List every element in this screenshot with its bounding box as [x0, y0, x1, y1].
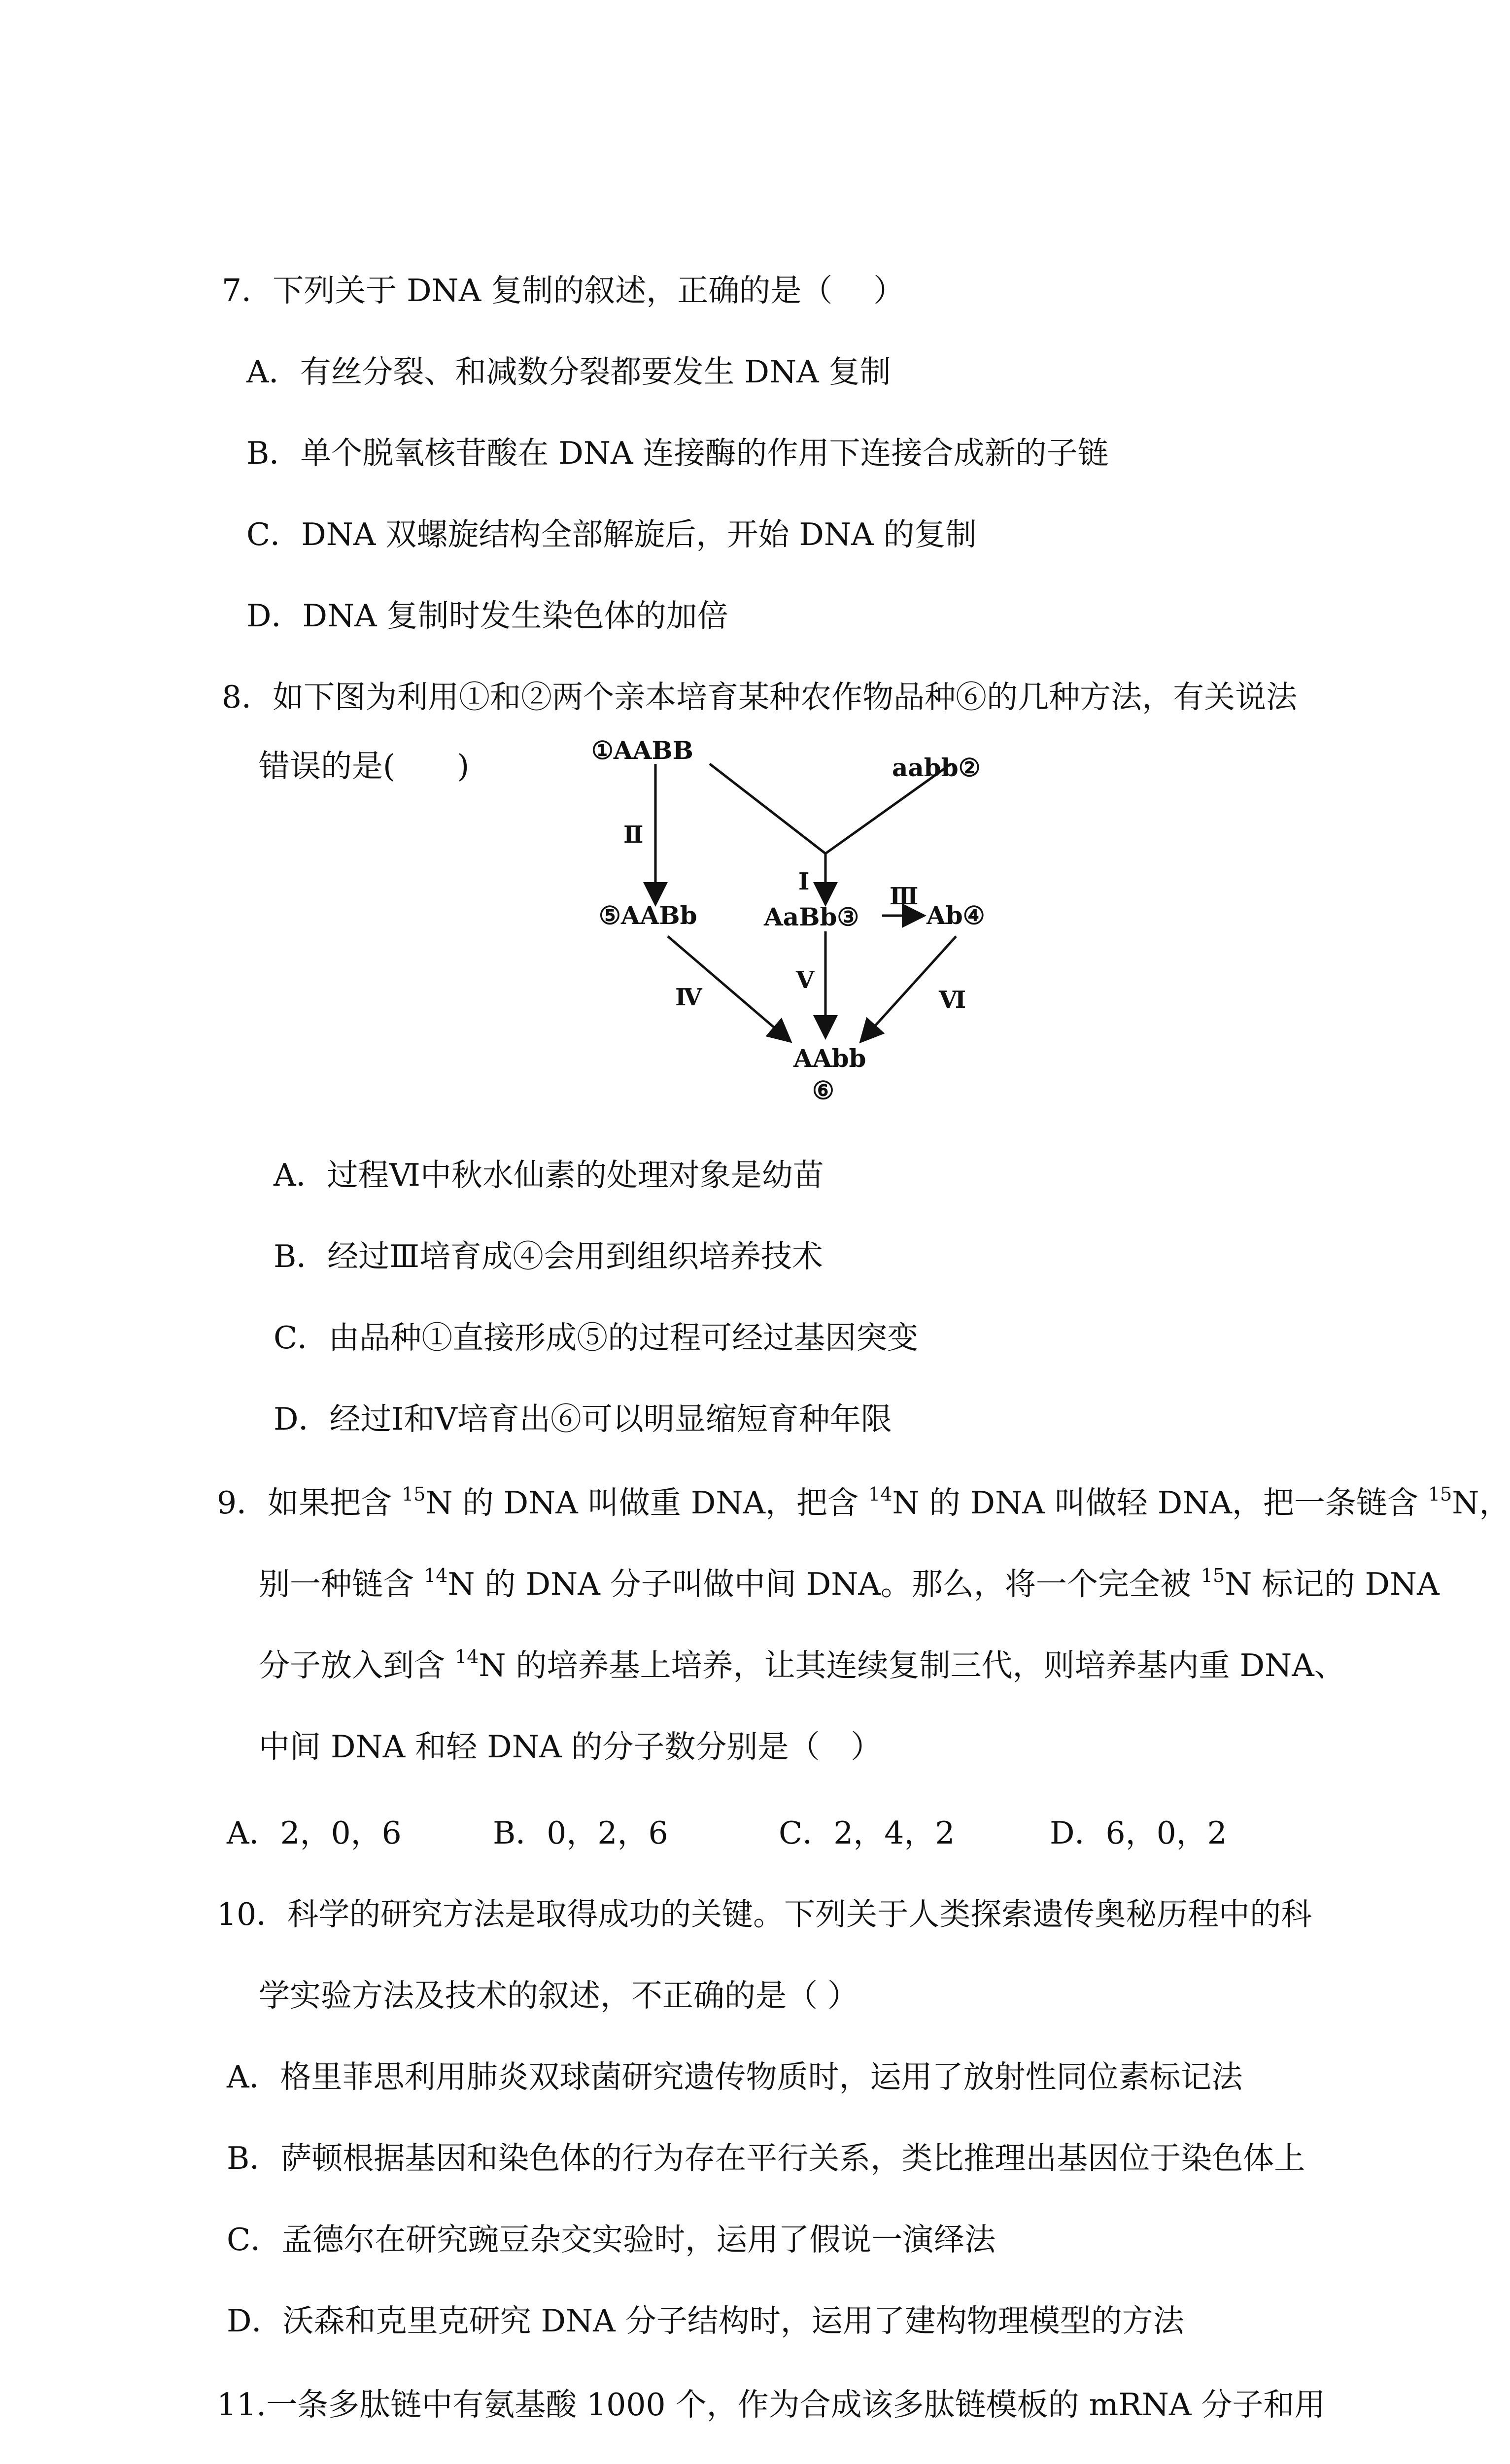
q7-stem: 7．下列关于 DNA 复制的叙述，正确的是（ ） — [222, 273, 905, 308]
q10-option-d: D．沃森和克里克研究 DNA 分子结构时，运用了建构物理模型的方法 — [227, 2303, 1184, 2339]
q8-stem-line1: 8．如下图为利用①和②两个亲本培育某种农作物品种⑥的几种方法，有关说法 — [222, 679, 1298, 715]
q7-option-b: B．单个脱氧核苷酸在 DNA 连接酶的作用下连接合成新的子链 — [246, 435, 1109, 471]
q7-option-c: C．DNA 双螺旋结构全部解旋后，开始 DNA 的复制 — [246, 516, 977, 552]
q9-line2: 别一种链含 $^{14}$N 的 DNA 分子叫做中间 DNA。那么，将一个完全被 $^{15}$N 标记的 DNA — [259, 1565, 1440, 1602]
label-I: Ⅰ — [798, 868, 810, 895]
q10-stem-line2: 学实验方法及技术的叙述，不正确的是（ ） — [259, 1978, 859, 2014]
node-3: AaBb③ — [764, 902, 859, 931]
node-6-mark: ⑥ — [812, 1076, 834, 1105]
q8-option-d: D．经过Ⅰ和Ⅴ培育出⑥可以明显缩短育种年限 — [274, 1401, 892, 1437]
q8-stem-line2: 错误的是( ) — [259, 748, 470, 784]
label-II: Ⅱ — [623, 821, 644, 849]
label-VI: Ⅵ — [939, 986, 966, 1014]
breeding-diagram — [582, 724, 1025, 1119]
label-V: Ⅴ — [796, 966, 815, 994]
q10-option-c: C．孟德尔在研究豌豆杂交实验时，运用了假说一演绎法 — [227, 2222, 996, 2258]
q9-option-a: A．2，0，6 — [227, 1815, 402, 1851]
q8-option-a: A．过程Ⅵ中秋水仙素的处理对象是幼苗 — [274, 1157, 824, 1193]
q9-line4: 中间 DNA 和轻 DNA 的分子数分别是（ ） — [259, 1729, 882, 1765]
node-p1: ①AABB — [591, 736, 693, 765]
node-6: AAbb — [793, 1044, 866, 1073]
node-5: ⑤AABb — [599, 901, 697, 930]
q9-option-d: D．6，0，2 — [1050, 1815, 1227, 1851]
label-IV: Ⅳ — [675, 984, 702, 1011]
node-4: Ab④ — [927, 901, 985, 930]
q10-stem-line1: 10．科学的研究方法是取得成功的关键。下列关于人类探索遗传奥秘历程中的科 — [217, 1896, 1312, 1932]
q8-option-b: B．经过Ⅲ培育成④会用到组织培养技术 — [274, 1238, 824, 1274]
q11-stem-line1: 11.一条多肽链中有氨基酸 1000 个，作为合成该多肽链模板的 mRNA 分子和用 — [217, 2387, 1326, 2423]
q10-option-a: A．格里菲思利用肺炎双球菌研究遗传物质时，运用了放射性同位素标记法 — [227, 2059, 1243, 2095]
node-p2: aabb② — [892, 753, 981, 782]
q10-option-b: B．萨顿根据基因和染色体的行为存在平行关系，类比推理出基因位于染色体上 — [227, 2140, 1305, 2176]
q8-option-c: C．由品种①直接形成⑤的过程可经过基因突变 — [274, 1320, 919, 1356]
q9-line1: 9．如果把含 $^{15}$N 的 DNA 叫做重 DNA，把含 $^{14}$N 的 DNA 叫做轻 DNA，把一条链含 $^{15}$N， — [217, 1483, 1510, 1521]
edge-p1-to-cross — [710, 764, 825, 854]
q9-option-c: C．2，4，2 — [779, 1815, 955, 1851]
q7-option-d: D．DNA 复制时发生染色体的加倍 — [246, 598, 728, 634]
q7-option-a: A．有丝分裂、和减数分裂都要发生 DNA 复制 — [246, 354, 891, 390]
q9-line3: 分子放入到含 $^{14}$N 的培养基上培养，让其连续复制三代，则培养基内重 DNA、 — [259, 1646, 1345, 1683]
label-III: Ⅲ — [890, 883, 919, 910]
q9-option-b: B．0，2，6 — [493, 1815, 668, 1851]
